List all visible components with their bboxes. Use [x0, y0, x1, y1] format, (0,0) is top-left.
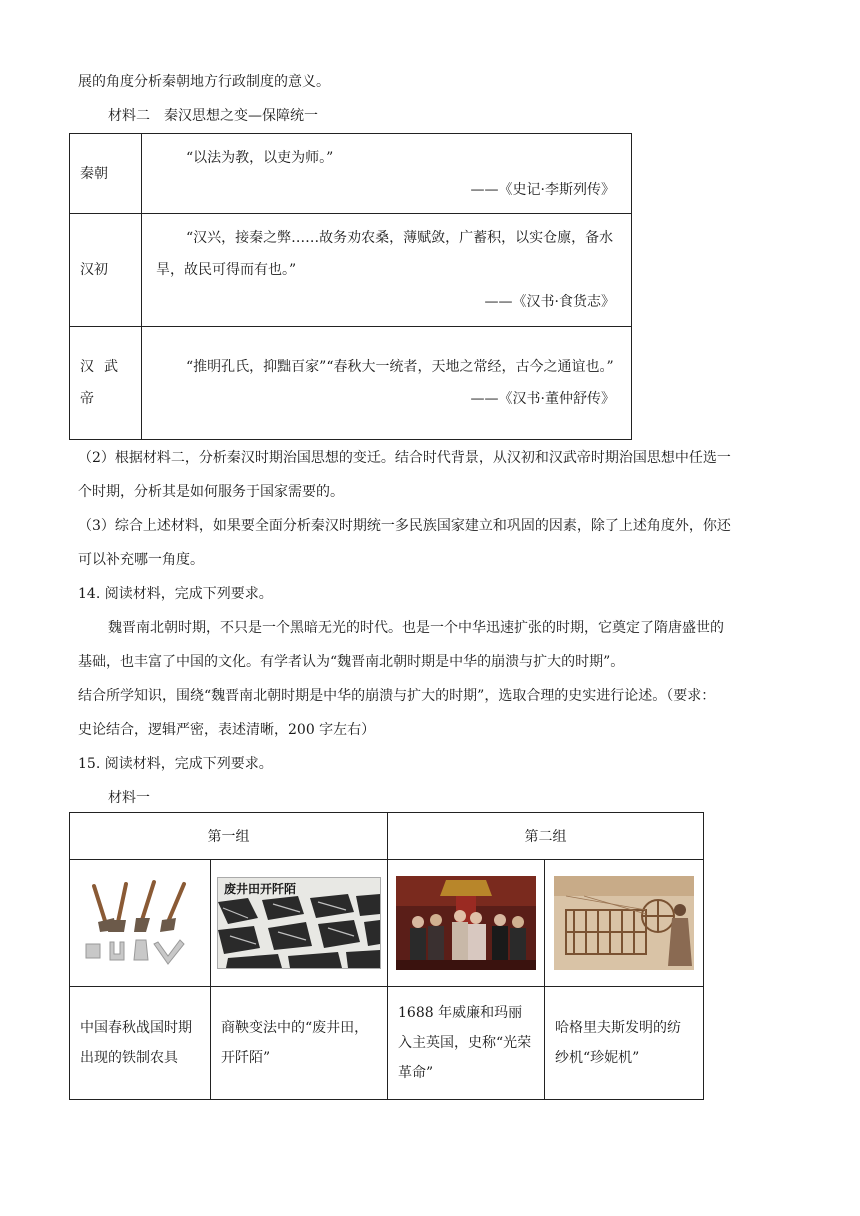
well-field-image-cell [211, 860, 388, 987]
group-1-header: 第一组 [70, 813, 388, 860]
spinning-jenny-image [554, 876, 694, 970]
iron-tools-image-cell [70, 860, 211, 987]
question-2-line1: （2）根据材料二，分析秦汉时期治国思想的变迁。结合时代背景，从汉初和汉武帝时期治国思想中任选一 [78, 450, 731, 466]
table-row [70, 327, 632, 440]
glorious-revolution-image-cell [388, 860, 545, 987]
caption-spinning-jenny: 哈格里夫斯发明的纺纱机“珍妮机” [545, 987, 704, 1100]
table-row [70, 134, 632, 214]
material-1-label: 材料一 [108, 790, 150, 806]
spinning-jenny-image-cell [545, 860, 704, 987]
text-line: 展的角度分析秦朝地方行政制度的意义。 [78, 74, 330, 90]
image-row [70, 860, 704, 987]
era-cell: 汉初 [70, 214, 142, 327]
quote-text: “汉兴，接秦之弊……故务劝农桑，薄赋敛，广蓄积，以实仓廪，备水旱，故民可得而有也。” [156, 230, 614, 278]
well-field-image-title: 废井田开阡陌 [224, 882, 297, 896]
quote-cell [142, 214, 632, 327]
material-heading: 材料二 秦汉思想之变—保障统一 [108, 108, 318, 124]
question-15: 15. 阅读材料，完成下列要求。 [78, 756, 273, 772]
table-row [70, 214, 632, 327]
group-2-header: 第二组 [388, 813, 704, 860]
passage-14-line2: 基础，也丰富了中国的文化。有学者认为“魏晋南北朝时期是中华的崩溃与扩大的时期”。 [78, 654, 625, 670]
comparison-table [69, 812, 704, 1100]
era-cell: 汉 武 帝 [70, 327, 142, 440]
quote-text: “以法为教，以吏为师。” [186, 149, 334, 166]
quote-source: ——《汉书·食货志》 [484, 294, 615, 310]
passage-14-line3: 结合所学知识，围绕“魏晋南北朝时期是中华的崩溃与扩大的时期”，选取合理的史实进行论述。（要求： [78, 688, 716, 704]
caption-row [70, 987, 704, 1100]
caption-iron-tools: 中国春秋战国时期出现的铁制农具 [70, 987, 211, 1100]
quote-cell [142, 134, 632, 214]
quote-source: ——《史记·李斯列传》 [470, 181, 615, 198]
question-14: 14. 阅读材料，完成下列要求。 [78, 586, 273, 602]
caption-well-field: 商鞅变法中的“废井田，开阡陌” [211, 987, 388, 1100]
question-3-line1: （3）综合上述材料，如果要全面分析秦汉时期统一多民族国家建立和巩固的因素，除了上述角度外，你还 [78, 518, 731, 534]
quote-text: “推明孔氏，抑黜百家”“春秋大一统者，天地之常经，古今之通谊也。” [186, 359, 614, 375]
caption-glorious-revolution: 1688 年威廉和玛丽入主英国，史称“光荣革命” [388, 987, 545, 1100]
thought-table [69, 133, 632, 440]
quote-source: ——《汉书·董仲舒传》 [470, 391, 615, 407]
question-3-line2: 可以补充哪一角度。 [78, 552, 204, 568]
table-header-row [70, 813, 704, 860]
passage-14-line4: 史论结合，逻辑严密，表述清晰，200 字左右） [78, 722, 376, 738]
question-2-line2: 个时期，分析其是如何服务于国家需要的。 [78, 484, 344, 500]
iron-tools-image [80, 878, 200, 968]
passage-14-line1: 魏晋南北朝时期，不只是一个黑暗无光的时代。也是一个中华迅速扩张的时期，它奠定了隋唐盛世的 [108, 620, 724, 636]
quote-cell [142, 327, 632, 440]
glorious-revolution-image [396, 876, 536, 970]
era-cell: 秦朝 [70, 134, 142, 214]
well-field-image [217, 877, 381, 969]
